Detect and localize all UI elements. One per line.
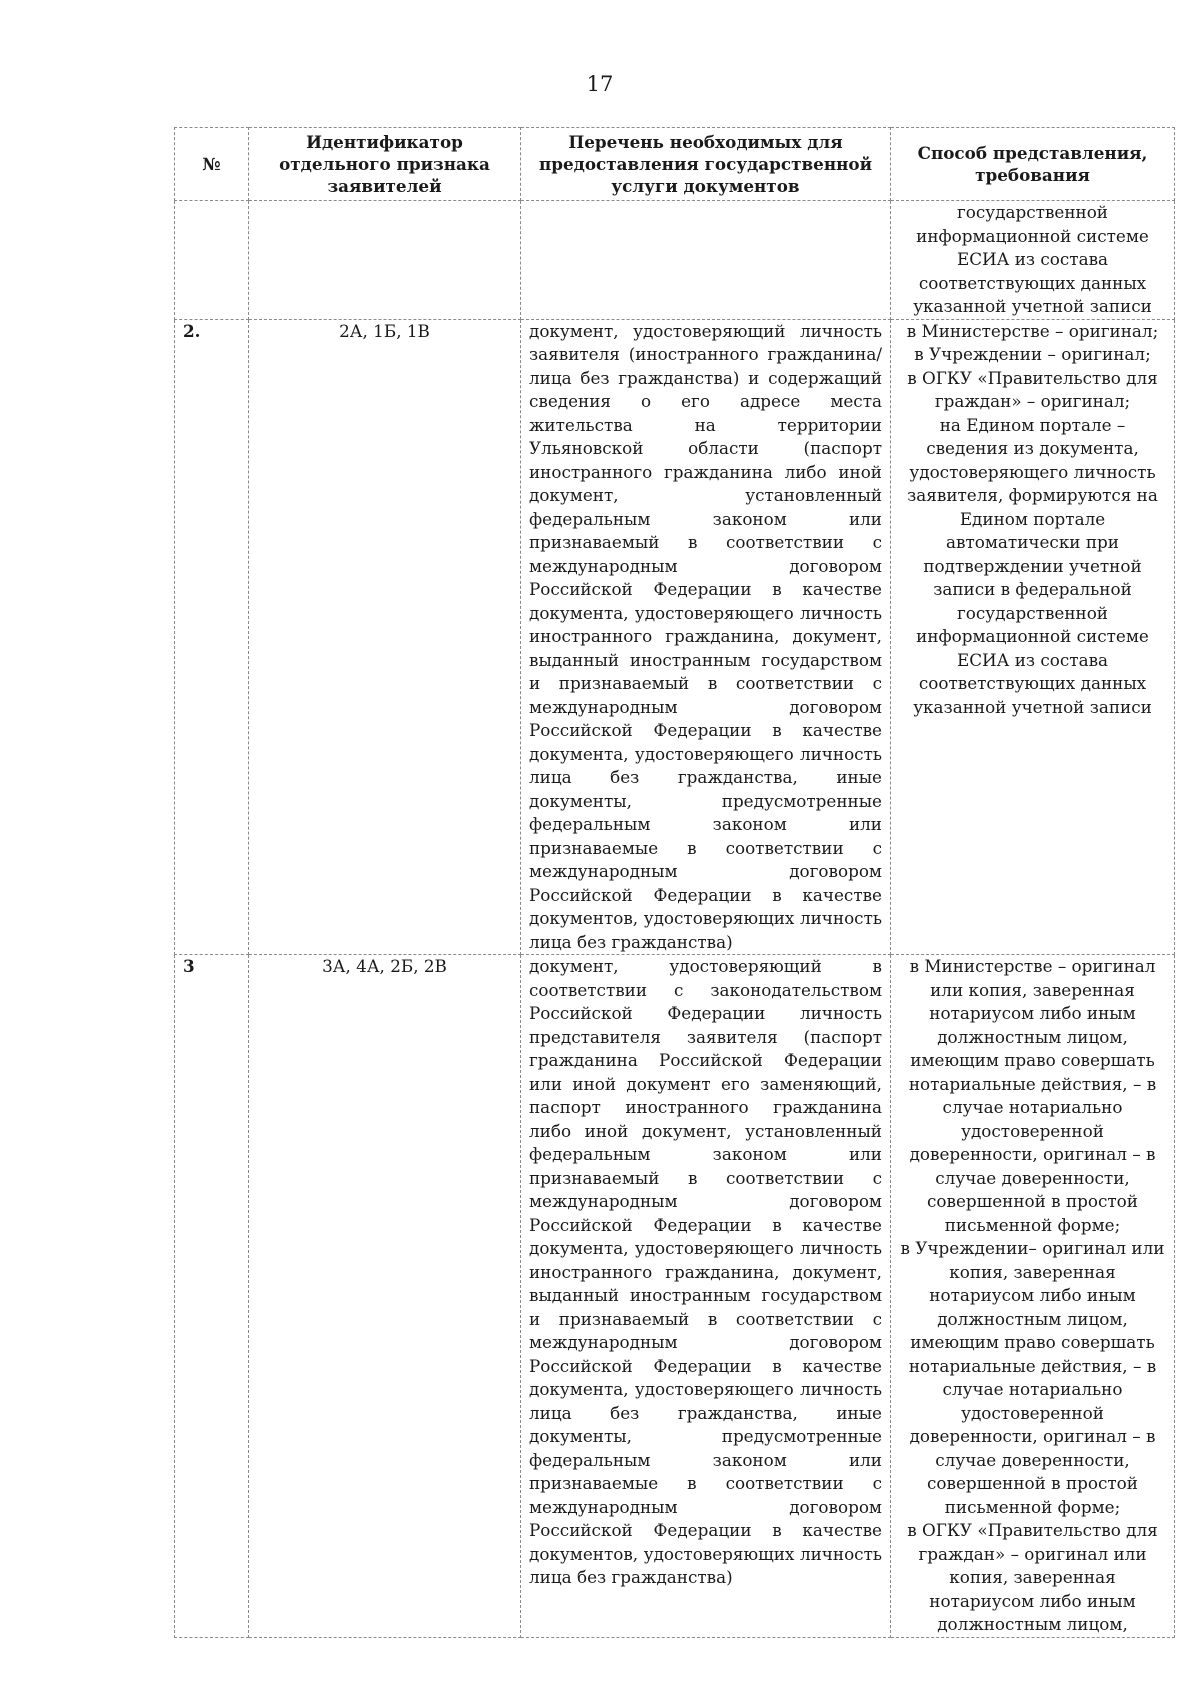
header-identifier: Идентификатор отдельного признака заявителей — [249, 128, 521, 201]
row-documents: документ, удостоверяющий в соответствии с законодательством Российской Федерации личность представителя заявителя (паспорт гражданина Российской Федерации или иной документ его заменяющий, паспорт иностранного гражданина либо иной документ, установленный федеральным законом или признаваемый в соответствии с международным договором Российской Федерации в качестве документа, удостоверяющего личность иностранного гражданина, документ, выданный иностранным государством и признаваемый в соответствии с международным договором Российской Федерации в качестве документа, удостоверяющего личность лица без гражданства, иные документы, предусмотренные федеральным законом или признаваемые в соответствии с международным договором Российской Федерации в качестве документов, удостоверяющих личность лица без гражданства) — [521, 955, 891, 1638]
row-documents — [521, 201, 891, 320]
header-method: Способ представления, требования — [891, 128, 1175, 201]
row-method: государственной информационной системе ЕСИА из состава соответствующих данных указанной учетной записи — [891, 201, 1175, 320]
table-row — [175, 319, 1175, 955]
row-number — [175, 201, 249, 320]
row-identifier: 2А, 1Б, 1В — [249, 319, 521, 955]
row-documents: документ, удостоверяющий личность заявителя (иностранного гражданина/ лица без гражданства) и содержащий сведения о его адресе места жительства на территории Ульяновской области (паспорт иностранного гражданина либо иной документ, установленный федеральным законом или признаваемый в соответствии с международным договором Российской Федерации в качестве документа, удостоверяющего личность иностранного гражданина, документ, выданный иностранным государством и признаваемый в соответствии с международным договором Российской Федерации в качестве документа, удостоверяющего личность лица без гражданства, иные документы, предусмотренные федеральным законом или признаваемые в соответствии с международным договором Российской Федерации в качестве документов, удостоверяющих личность лица без гражданства) — [521, 319, 891, 955]
table-row — [175, 955, 1175, 1638]
table-header-row — [175, 128, 1175, 201]
header-documents: Перечень необходимых для предоставления государственной услуги документов — [521, 128, 891, 201]
header-number: № — [175, 128, 249, 201]
row-number: 2. — [175, 319, 249, 955]
page-number: 17 — [586, 72, 614, 96]
row-method: в Министерстве – оригинал или копия, заверенная нотариусом либо иным должностным лицом, имеющим право совершать нотариальные действия, – в случае нотариально удостоверенной доверенности, оригинал – в случае доверенности, совершенной в простой письменной форме; в Учреждении– оригинал или копия, заверенная нотариусом либо иным должностным лицом, имеющим право совершать нотариальные действия, – в случае нотариально удостоверенной доверенности, оригинал – в случае доверенности, совершенной в простой письменной форме; в ОГКУ «Правительство для граждан» – оригинал или копия, заверенная нотариусом либо иным должностным лицом, — [891, 955, 1175, 1638]
requirements-table — [174, 127, 1175, 1638]
table-row — [175, 201, 1175, 320]
row-method: в Министерстве – оригинал; в Учреждении – оригинал; в ОГКУ «Правительство для граждан» – оригинал; на Едином портале – сведения из документа, удостоверяющего личность заявителя, формируются на Едином портале автоматически при подтверждении учетной записи в федеральной государственной информационной системе ЕСИА из состава соответствующих данных указанной учетной записи — [891, 319, 1175, 955]
row-number: 3 — [175, 955, 249, 1638]
row-identifier — [249, 201, 521, 320]
row-identifier: 3А, 4А, 2Б, 2В — [249, 955, 521, 1638]
